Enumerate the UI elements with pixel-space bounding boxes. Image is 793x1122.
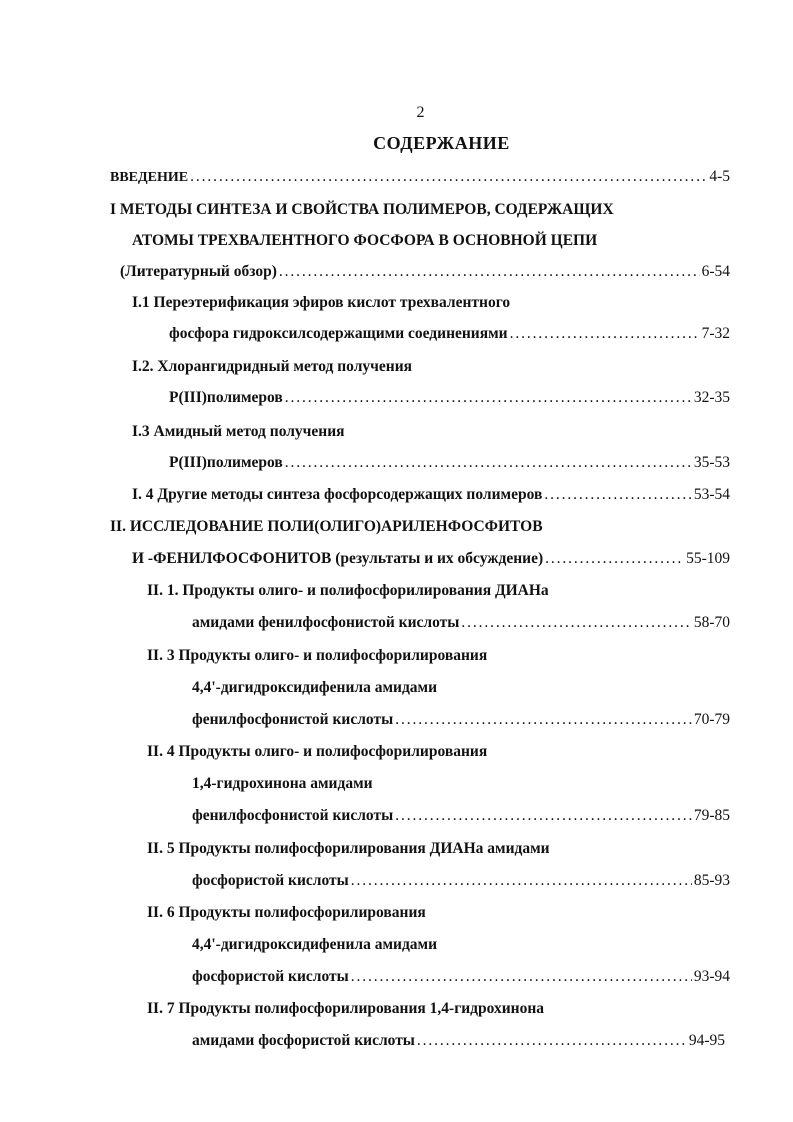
dot-leader (285, 388, 692, 408)
toc-entry-pages: 79-85 (693, 807, 730, 824)
toc-entry-2-3-line-2 (192, 678, 437, 698)
toc-entry-pages: 94-95 (688, 1032, 725, 1049)
toc-entry-chapter-2-line-1 (110, 517, 543, 537)
toc-entry-1-2-line-1 (132, 357, 412, 377)
toc-entry-label: фосфористой кислоты (192, 872, 349, 889)
toc-entry-pages: 7-32 (701, 325, 730, 342)
toc-entry-chapter-1-line-3 (120, 262, 730, 282)
toc-entry-label: II. 5 Продукты полифосфорилирования ДИАНа амидами (147, 840, 550, 857)
toc-entry-2-3-line-3 (192, 710, 730, 730)
toc-entry-pages: 58-70 (693, 614, 730, 631)
toc-entry-2-4-line-3 (192, 806, 730, 826)
toc-entry-chapter-1-line-1 (110, 200, 614, 220)
toc-entry-label: фенилфосфонистой кислоты (192, 711, 394, 728)
toc-entry-label: II. 4 Продукты олиго- и полифосфорилирования (147, 743, 488, 760)
toc-entry-1-4 (132, 485, 730, 505)
toc-entry-2-7-line-2 (192, 1031, 725, 1051)
toc-entry-1-2-line-2 (169, 388, 730, 408)
toc-entry-label: фосфора гидроксилсодержащими соединениями (169, 325, 508, 342)
toc-entry-label: I.3 Амидный метод получения (132, 423, 345, 440)
toc-entry-2-1-line-1 (147, 581, 549, 601)
toc-entry-label: Р(III)полимеров (169, 454, 283, 471)
dot-leader (395, 806, 692, 826)
toc-entry-1-1-line-1 (132, 293, 510, 313)
toc-entry-label: (Литературный обзор) (120, 263, 277, 280)
toc-entry-pages: 6-54 (701, 263, 730, 280)
toc-entry-pages: 85-93 (693, 872, 730, 889)
dot-leader (510, 324, 700, 344)
toc-entry-label: II. 1. Продукты олиго- и полифосфорилирования ДИАНа (147, 582, 549, 599)
dot-leader (351, 871, 692, 891)
toc-entry-pages: 55-109 (686, 550, 730, 567)
toc-entry-label: II. 7 Продукты полифосфорилирования 1,4-гидрохинона (147, 1000, 545, 1017)
toc-entry-label: амидами фосфористой кислоты (192, 1032, 415, 1049)
toc-entry-pages: 70-79 (693, 711, 730, 728)
dot-leader (545, 549, 684, 569)
toc-entry-label: фосфористой кислоты (192, 968, 349, 985)
dot-leader (351, 967, 692, 987)
page-title: СОДЕРЖАНИЕ (373, 133, 510, 153)
toc-entry-2-5-line-2 (192, 871, 730, 891)
dot-leader (417, 1031, 687, 1051)
toc-entry-2-4-line-2 (192, 774, 373, 794)
toc-entry-label: 1,4-гидрохинона амидами (192, 775, 373, 792)
page-number: 2 (416, 104, 425, 121)
toc-entry-label: 4,4'-дигидроксидифенила амидами (192, 679, 438, 696)
toc-entry-2-7-line-1 (147, 999, 544, 1019)
dot-leader (544, 485, 692, 505)
toc-entry-pages: 53-54 (693, 486, 730, 503)
toc-entry-2-5-line-1 (147, 839, 550, 859)
toc-entry-label: II. 3 Продукты олиго- и полифосфорилирования (147, 647, 488, 664)
toc-entry-label: Р(III)полимеров (169, 389, 283, 406)
dot-leader (279, 262, 700, 282)
toc-entry-chapter-2-line-2 (132, 549, 730, 569)
toc-entry-pages: 4-5 (709, 168, 730, 185)
dot-leader (190, 167, 707, 187)
toc-entry-label: 4,4'-дигидроксидифенила амидами (192, 936, 438, 953)
toc-entry-label: I.2. Хлорангидридный метод получения (132, 358, 413, 375)
toc-entry-label: амидами фенилфосфонистой кислоты (192, 614, 460, 631)
toc-entry-pages: 35-53 (693, 454, 730, 471)
toc-entry-label: II. ИССЛЕДОВАНИЕ ПОЛИ(ОЛИГО)АРИЛЕНФОСФИТОВ (110, 518, 543, 535)
toc-entry-2-1-line-2 (192, 613, 730, 633)
toc-entry-pages: 93-94 (693, 968, 730, 985)
toc-entry-2-6-line-2 (192, 935, 437, 955)
toc-entry-1-1-line-2 (169, 324, 730, 344)
toc-entry-1-3-line-2 (169, 453, 730, 473)
toc-entry-label: II. 6 Продукты полифосфорилирования (147, 904, 426, 921)
toc-entry-label: ВВЕДЕНИЕ (110, 170, 189, 185)
toc-entry-label: И -ФЕНИЛФОСФОНИТОВ (результаты и их обсуждение) (132, 550, 544, 567)
toc-entry-label: фенилфосфонистой кислоты (192, 807, 394, 824)
dot-leader (461, 613, 691, 633)
toc-entry-1-3-line-1 (132, 422, 345, 442)
toc-entry-2-6-line-3 (192, 967, 730, 987)
toc-entry-2-4-line-1 (147, 742, 487, 762)
toc-entry-2-6-line-1 (147, 903, 426, 923)
toc-entry-2-3-line-1 (147, 646, 487, 666)
dot-leader (395, 710, 692, 730)
toc-entry-pages: 32-35 (693, 389, 730, 406)
toc-entry-label: I.1 Переэтерификация эфиров кислот трехвалентного (132, 294, 511, 311)
toc-entry-label: I. 4 Другие методы синтеза фосфорсодержащих полимеров (132, 486, 543, 503)
dot-leader (285, 453, 692, 473)
toc-entry-label: АТОМЫ ТРЕХВАЛЕНТНОГО ФОСФОРА В ОСНОВНОЙ ЦЕПИ (132, 232, 598, 249)
toc-entry-introduction (110, 167, 730, 188)
toc-entry-label: I МЕТОДЫ СИНТЕЗА И СВОЙСТВА ПОЛИМЕРОВ, СОДЕРЖАЩИХ (110, 201, 614, 218)
toc-entry-chapter-1-line-2 (132, 231, 597, 251)
